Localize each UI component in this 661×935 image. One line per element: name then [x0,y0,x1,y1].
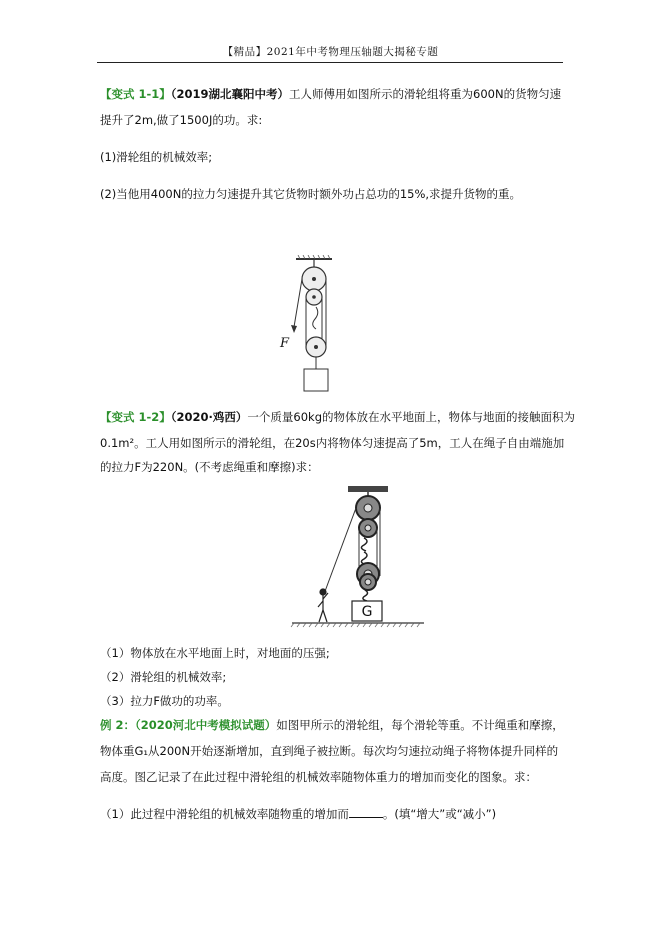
pulley-diagram-1 [270,255,350,395]
q2-line-1 [100,409,575,425]
ex2-line-3: 高度。图乙记录了在此过程中滑轮组的机械效率随物体重力的增加而变化的图象。求： [100,770,537,784]
page-header: 【精品】2021年中考物理压轴题大揭秘专题 [222,46,439,58]
q2-part-2: （2）滑轮组的机械效率; [100,670,227,684]
q2-part-1: （1）物体放在水平地面上时，对地面的压强; [100,646,330,660]
force-label-f: F [280,336,290,351]
pulley-figure-2 [290,486,430,632]
q2-line-3: 的拉力F为220N。(不考虑绳重和摩擦)求： [100,460,319,474]
ex2-text-1: 如图甲所示的滑轮组，每个滑轮等重。不计绳重和摩擦， [276,718,564,732]
ex2-line-1 [100,717,564,733]
q1-text-1: 工人师傅用如图所示的滑轮组将重为600N的货物匀速 [289,87,562,101]
worker-figure [318,589,328,622]
q2-tag: 【变式 1-2】 [100,410,171,424]
q1-source: （2019湖北襄阳中考） [170,87,290,101]
q2-text-1: 一个质量60kg的物体放在水平地面上，物体与地面的接触面积为 [247,410,575,424]
header-divider [97,62,563,63]
q2-source: （2020·鸡西） [170,410,248,424]
ceiling-beam [348,486,388,492]
pulley-diagram-2 [290,486,430,632]
pulley-figure-1 [270,255,350,395]
answer-blank[interactable] [349,806,383,818]
q1-line-1 [100,86,561,102]
ex2-line-2: 物体重G₁从200N开始逐渐增加，直到绳子被拉断。每次均匀速拉动绳子将物体提升同样的 [100,744,559,758]
q1-part-1: (1)滑轮组的机械效率; [100,150,213,164]
force-arrow [291,325,297,333]
q1-tag: 【变式 1-1】 [100,87,171,101]
ex2-part-1-text: （1）此过程中滑轮组的机械效率随物重的增加而 [100,807,349,821]
ex2-tag: 例 2： [100,718,136,732]
load-label-g: G [361,604,373,620]
ex2-part-1 [100,806,496,822]
load-box [304,369,328,391]
q2-line-2: 0.1m²。工人用如图所示的滑轮组，在20s内将物体匀速提高了5m，工人在绳子自由端施加 [100,436,565,450]
ex2-part-1-hint: 。(填“增大”或“减小”) [382,807,497,821]
q1-line-2: 提升了2m,做了1500J的功。求: [100,113,263,127]
free-rope [294,279,302,327]
ex2-source: （2020河北中考模拟试题） [135,718,277,732]
pull-rope [324,508,356,594]
q2-part-3: （3）拉力F做功的功率。 [100,694,229,708]
q1-part-2: (2)当他用400N的拉力匀速提升其它货物时额外功占总功的15%,求提升货物的重。 [100,187,522,201]
